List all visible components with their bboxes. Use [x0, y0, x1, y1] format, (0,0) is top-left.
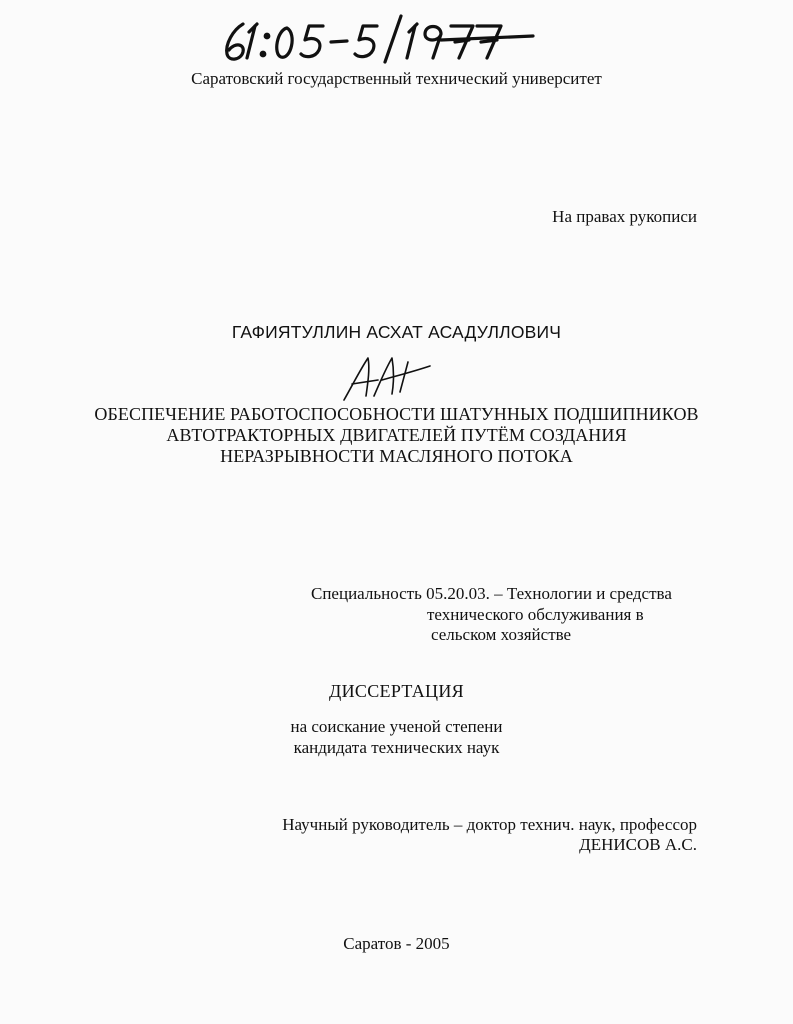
rights-note: На правах рукописи [552, 207, 697, 226]
degree-line-2: кандидата технических наук [293, 738, 500, 757]
author-signature [338, 352, 438, 404]
supervisor-name: ДЕНИСОВ А.С. [579, 835, 697, 854]
author-name: ГАФИЯТУЛЛИН АСХАТ АСАДУЛЛОВИЧ [231, 322, 562, 342]
title-line: АВТОТРАКТОРНЫХ ДВИГАТЕЛЕЙ ПУТЁМ СОЗДАНИЯ [166, 425, 627, 445]
title-line: ОБЕСПЕЧЕНИЕ РАБОТОСПОСОБНОСТИ ШАТУННЫХ ПОДШИПНИКОВ [94, 404, 699, 424]
dissertation-title [0, 404, 793, 467]
document-type: ДИССЕРТАЦИЯ [329, 681, 464, 701]
degree-line-1: на соискание ученой степени [290, 717, 503, 736]
handwritten-archive-number [215, 10, 535, 65]
specialty-line-3: сельском хозяйстве [431, 625, 572, 644]
supervisor-line-1: Научный руководитель – доктор технич. наук, профессор [282, 815, 697, 834]
specialty-line-1: Специальность 05.20.03. – Технологии и средства [311, 584, 672, 603]
place-and-year: Саратов - 2005 [343, 934, 450, 953]
title-line: НЕРАЗРЫВНОСТИ МАСЛЯНОГО ПОТОКА [220, 446, 573, 466]
specialty-line-2: технического обслуживания в [427, 605, 644, 624]
university-name: Саратовский государственный технический университет [191, 69, 602, 88]
